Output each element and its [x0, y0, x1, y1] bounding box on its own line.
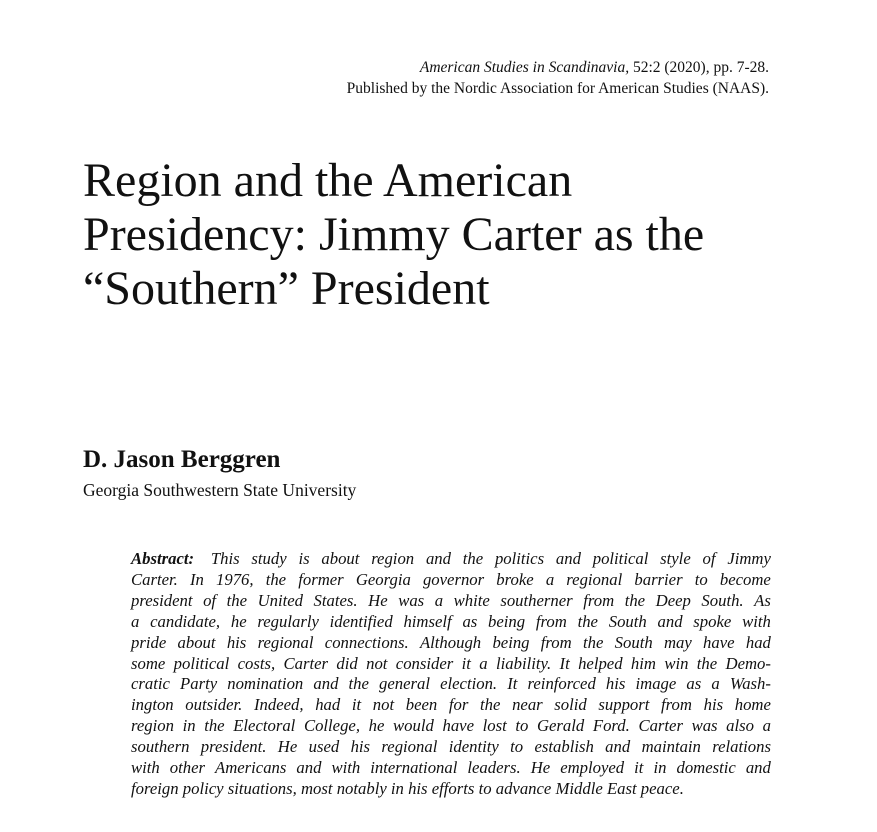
- abstract-word: States.: [313, 590, 358, 610]
- abstract-word: election.: [440, 674, 498, 694]
- abstract-word: not: [366, 653, 388, 673]
- abstract-word: his: [605, 674, 626, 694]
- abstract-word: to: [694, 569, 708, 589]
- abstract-word: in: [390, 778, 409, 798]
- abstract-word: his: [703, 695, 724, 715]
- abstract-word: and: [657, 611, 683, 631]
- abstract-word: the: [480, 695, 501, 715]
- abstract-word: most: [300, 778, 337, 798]
- abstract-word: Carter: [283, 653, 329, 673]
- abstract-word: leaders.: [467, 758, 521, 778]
- abstract-word: It: [507, 674, 518, 694]
- abstract-word: his: [350, 737, 371, 757]
- abstract-word: pride: [131, 632, 167, 652]
- abstract-line: [131, 695, 771, 716]
- abstract-word: South: [608, 611, 647, 631]
- abstract-word: with: [131, 758, 160, 778]
- abstract-word: the: [624, 590, 646, 610]
- abstract-word: it: [461, 653, 471, 673]
- abstract-word: This: [210, 549, 240, 568]
- abstract-word: and: [555, 549, 581, 568]
- abstract-word: the: [582, 632, 604, 652]
- abstract-line: [131, 633, 771, 654]
- abstract-word: southerner: [500, 590, 573, 610]
- abstract-word: Carter.: [131, 569, 178, 589]
- abstract-word: president.: [200, 737, 267, 757]
- abstract-word: South.: [701, 590, 744, 610]
- abstract-word: and: [313, 674, 339, 694]
- abstract-word: image: [635, 674, 677, 694]
- abstract-word: South: [614, 632, 653, 652]
- abstract-word: It: [559, 653, 570, 673]
- abstract-word: support: [598, 695, 650, 715]
- abstract-word: costs,: [237, 653, 276, 673]
- abstract-word: situations,: [227, 778, 301, 798]
- abstract-word: region: [371, 549, 415, 568]
- abstract-word: general: [379, 674, 430, 694]
- abstract-word: political: [173, 653, 230, 673]
- abstract-word: a: [711, 674, 720, 694]
- abstract-word: Ford.: [592, 716, 630, 736]
- abstract-line: [131, 716, 771, 737]
- abstract-word: the: [696, 653, 718, 673]
- abstract-word: and: [745, 758, 771, 778]
- abstract-word: had: [315, 695, 341, 715]
- abstract-word: identity: [448, 737, 499, 757]
- abstract-word: spoke: [693, 611, 732, 631]
- abstract-word: establish: [534, 737, 594, 757]
- abstract-word: about: [321, 549, 360, 568]
- abstract-word: to: [510, 737, 524, 757]
- abstract-word: from: [540, 632, 572, 652]
- abstract-word: barrier: [634, 569, 683, 589]
- abstract-label: Abstract:: [131, 549, 195, 568]
- abstract-word: his: [408, 778, 432, 798]
- abstract-word: Although: [419, 632, 482, 652]
- abstract-line: [131, 758, 771, 779]
- abstract-word: Party: [180, 674, 218, 694]
- abstract-word: a: [131, 611, 140, 631]
- abstract-word: Carter: [638, 716, 683, 736]
- abstract-word: is: [298, 549, 310, 568]
- abstract-word: helped: [578, 653, 623, 673]
- author-affiliation: Georgia Southwestern State University: [83, 480, 357, 500]
- abstract-word: in: [182, 716, 196, 736]
- abstract-word: the: [462, 549, 484, 568]
- abstract-word: regional: [566, 569, 623, 589]
- abstract-word: he: [368, 716, 385, 736]
- abstract-word: about: [177, 632, 216, 652]
- issue-info: 52:2 (2020), pp. 7-28.: [632, 59, 769, 76]
- abstract-word: also: [726, 716, 754, 736]
- abstract-word: the: [577, 611, 598, 631]
- abstract-word: He: [277, 737, 298, 757]
- abstract-word: and: [296, 758, 322, 778]
- abstract-word: As: [754, 590, 771, 610]
- abstract-line: [131, 779, 771, 800]
- abstract-word: not: [372, 695, 395, 715]
- abstract-word: some: [131, 653, 166, 673]
- abstract-line: [131, 570, 771, 591]
- abstract-word: in: [653, 758, 667, 778]
- abstract-word: home: [734, 695, 771, 715]
- abstract-word: a: [545, 569, 555, 589]
- journal-name: American Studies in Scandinavia,: [419, 59, 630, 76]
- abstract-word: Middle: [555, 778, 607, 798]
- abstract-word: used: [308, 737, 340, 757]
- abstract-word: become: [719, 569, 771, 589]
- abstract-word: connections.: [324, 632, 409, 652]
- abstract-word: foreign: [131, 778, 183, 798]
- abstract-word: with: [742, 611, 771, 631]
- abstract-word: In: [189, 569, 204, 589]
- abstract-word: politics: [494, 549, 545, 568]
- paper-title: [83, 154, 803, 316]
- publisher-line: Published by the Nordic Association for American Studies (NAAS).: [346, 80, 769, 97]
- abstract-word: region: [131, 716, 174, 736]
- abstract-word: College,: [303, 716, 361, 736]
- abstract-word: international: [370, 758, 458, 778]
- abstract-word: president: [131, 590, 193, 610]
- abstract-word: Jimmy: [727, 549, 771, 568]
- abstract-word: governor: [422, 569, 485, 589]
- abstract-word: may: [663, 632, 692, 652]
- abstract-word: former: [298, 569, 344, 589]
- abstract-word: 1976,: [216, 569, 254, 589]
- abstract-word: was: [691, 716, 718, 736]
- abstract-word: as: [686, 674, 702, 694]
- abstract-line: [131, 591, 771, 612]
- abstract-word: to: [515, 716, 529, 736]
- abstract-word: the: [226, 590, 247, 610]
- abstract-word: ington: [131, 695, 174, 715]
- abstract-word: a: [434, 590, 444, 610]
- abstract-word: have: [703, 632, 735, 652]
- author-name: D. Jason Berggren: [83, 446, 281, 473]
- abstract-word: he: [230, 611, 247, 631]
- abstract-word: policy: [182, 778, 228, 798]
- abstract-word: himself: [403, 611, 452, 631]
- abstract-word: and: [605, 737, 631, 757]
- abstract-word: solid: [554, 695, 587, 715]
- abstract-word: identified: [329, 611, 393, 631]
- abstract-word: being: [488, 611, 526, 631]
- abstract-word: the: [204, 716, 225, 736]
- abstract-word: lost: [482, 716, 507, 736]
- abstract-word: it: [634, 758, 644, 778]
- abstract-word: regional: [381, 737, 438, 757]
- abstract-word: outsider.: [185, 695, 243, 715]
- abstract-word: maintain: [641, 737, 701, 757]
- abstract: [131, 549, 771, 800]
- abstract-word: been: [405, 695, 438, 715]
- abstract-word: to: [478, 778, 496, 798]
- abstract-word: cratic: [131, 674, 170, 694]
- abstract-word: near: [512, 695, 543, 715]
- abstract-word: and: [425, 549, 451, 568]
- abstract-word: with: [331, 758, 361, 778]
- abstract-word: employed: [560, 758, 625, 778]
- abstract-line: [131, 549, 771, 570]
- abstract-word: Indeed,: [253, 695, 304, 715]
- abstract-word: relations: [712, 737, 771, 757]
- abstract-word: a: [762, 716, 771, 736]
- abstract-word: from: [661, 695, 692, 715]
- citation-line: [347, 57, 769, 78]
- abstract-word: for: [448, 695, 469, 715]
- abstract-word: nomination: [227, 674, 304, 694]
- abstract-word: of: [702, 549, 716, 568]
- abstract-word: his: [226, 632, 247, 652]
- title-line: Presidency: Jimmy Carter as the: [83, 208, 705, 261]
- abstract-word: regional: [257, 632, 314, 652]
- abstract-word: Americans: [215, 758, 287, 778]
- abstract-word: would: [393, 716, 434, 736]
- abstract-word: efforts: [431, 778, 479, 798]
- abstract-word: style: [660, 549, 691, 568]
- abstract-word: of: [203, 590, 217, 610]
- abstract-word: broke: [496, 569, 534, 589]
- abstract-word: as: [462, 611, 478, 631]
- abstract-word: Demo-: [725, 653, 771, 673]
- abstract-word: it: [351, 695, 362, 715]
- abstract-word: the: [348, 674, 369, 694]
- abstract-word: Electoral: [233, 716, 296, 736]
- abstract-line: [131, 737, 771, 758]
- abstract-word: peace.: [640, 778, 684, 798]
- abstract-word: political: [592, 549, 649, 568]
- abstract-word: East: [606, 778, 641, 798]
- abstract-line: [131, 612, 771, 633]
- abstract-word: candidate,: [150, 611, 221, 631]
- abstract-word: domestic: [676, 758, 736, 778]
- abstract-word: He: [368, 590, 388, 610]
- citation-header: [347, 57, 769, 99]
- abstract-word: Georgia: [355, 569, 411, 589]
- abstract-word: had: [745, 632, 771, 652]
- abstract-word: from: [535, 611, 567, 631]
- abstract-word: He: [530, 758, 551, 778]
- abstract-word: win: [664, 653, 689, 673]
- abstract-word: Deep: [655, 590, 691, 610]
- title-line: Region and the American: [83, 154, 573, 207]
- abstract-word: consider: [395, 653, 454, 673]
- abstract-word: did: [336, 653, 358, 673]
- title-line: “Southern” President: [83, 262, 490, 315]
- abstract-word: a: [479, 653, 488, 673]
- abstract-word: other: [169, 758, 205, 778]
- abstract-word: advance: [495, 778, 556, 798]
- abstract-word: study: [251, 549, 287, 568]
- abstract-word: reinforced: [527, 674, 596, 694]
- abstract-word: Wash-: [729, 674, 771, 694]
- abstract-word: United: [257, 590, 303, 610]
- abstract-word: him: [630, 653, 656, 673]
- abstract-word: was: [398, 590, 425, 610]
- abstract-word: regularly: [257, 611, 319, 631]
- abstract-line: [131, 654, 771, 675]
- abstract-word: from: [583, 590, 615, 610]
- abstract-word: the: [265, 569, 287, 589]
- abstract-word: have: [442, 716, 474, 736]
- abstract-word: being: [492, 632, 530, 652]
- abstract-word: white: [453, 590, 490, 610]
- abstract-word: notably: [336, 778, 391, 798]
- abstract-word: Gerald: [536, 716, 585, 736]
- abstract-word: liability.: [495, 653, 552, 673]
- abstract-word: southern: [131, 737, 190, 757]
- abstract-line: [131, 674, 771, 695]
